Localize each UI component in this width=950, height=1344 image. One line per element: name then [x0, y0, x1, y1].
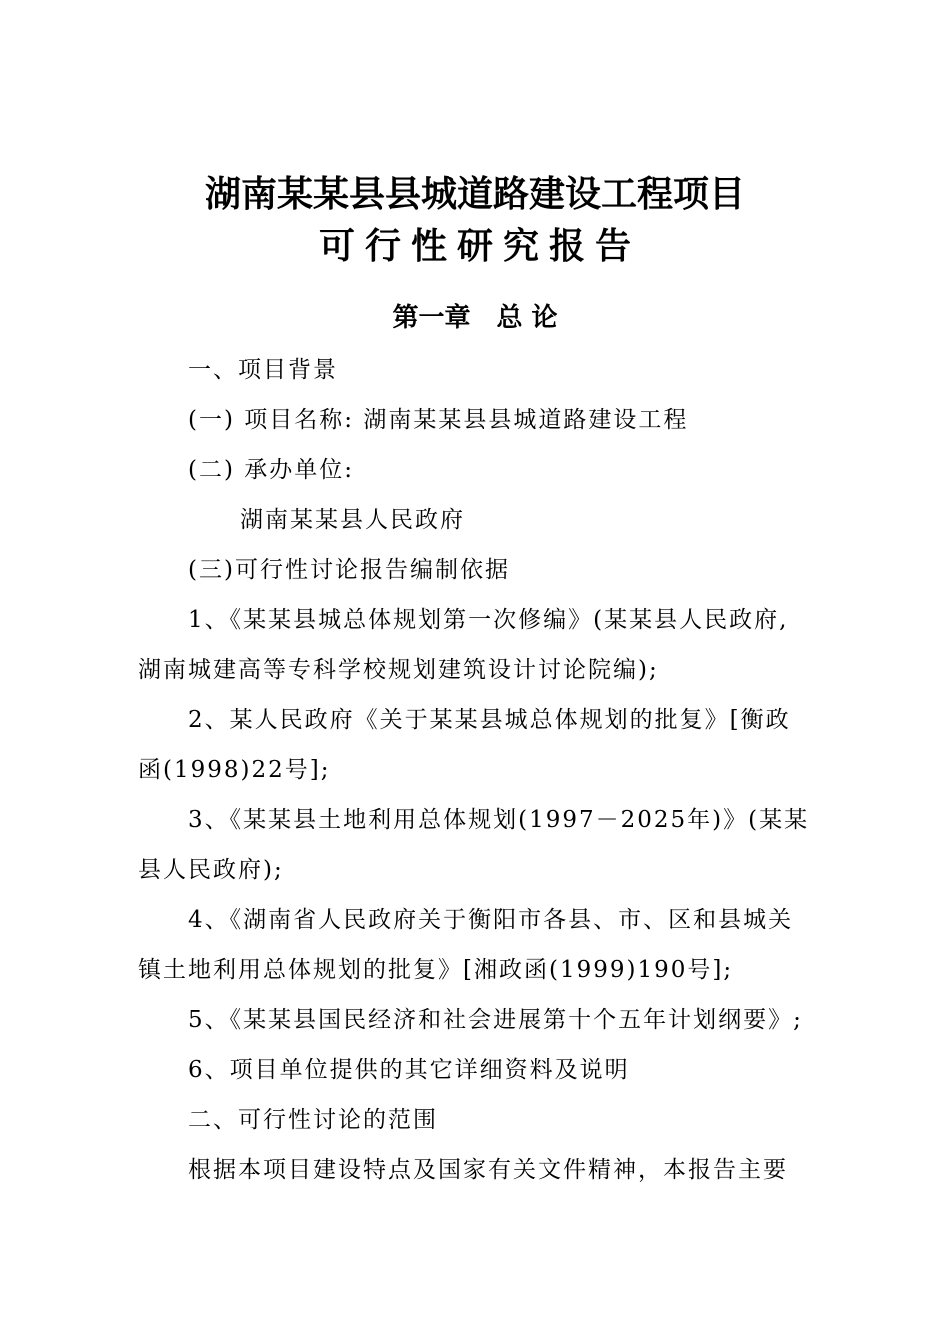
- section-heading-project-background: 一、项目背景: [188, 357, 338, 383]
- list-item-2-line-2: 函(1998)22号];: [138, 757, 331, 783]
- paragraph-undertaking-unit: (二) 承办单位:: [188, 457, 355, 483]
- list-item-6: 6、项目单位提供的其它详细资料及说明: [188, 1057, 630, 1083]
- paragraph-scope-start: 根据本项目建设特点及国家有关文件精神，本报告主要: [188, 1157, 788, 1183]
- paragraph-compilation-basis: (三)可行性讨论报告编制依据: [188, 557, 510, 583]
- paragraph-undertaking-unit-value: 湖南某某县人民政府: [240, 507, 465, 533]
- section-heading-scope: 二、可行性讨论的范围: [188, 1107, 438, 1133]
- list-item-3-line-2: 县人民政府);: [138, 857, 284, 883]
- chapter-heading: 第一章 总 论: [392, 303, 558, 333]
- list-item-2-line-1: 2、某人民政府《关于某某县城总体规划的批复》[衡政: [188, 707, 791, 733]
- list-item-5: 5、《某某县国民经济和社会进展第十个五年计划纲要》;: [188, 1007, 803, 1033]
- document-title-line-1: 湖南某某县县城道路建设工程项目: [204, 173, 745, 215]
- paragraph-project-name: (一) 项目名称: 湖南某某县县城道路建设工程: [188, 407, 689, 433]
- list-item-3-line-1: 3、《某某县土地利用总体规划(1997－2025年)》(某某: [188, 807, 810, 833]
- list-item-1-line-2: 湖南城建高等专科学校规划建筑设计讨论院编);: [138, 657, 659, 683]
- list-item-4-line-2: 镇土地利用总体规划的批复》[湘政函(1999)190号];: [138, 957, 734, 983]
- list-item-1-line-1: 1、《某某县城总体规划第一次修编》(某某县人民政府,: [188, 607, 789, 633]
- list-item-4-line-1: 4、《湖南省人民政府关于衡阳市各县、市、区和县城关: [188, 907, 794, 933]
- document-title-line-2: 可行性研究报告: [318, 225, 641, 267]
